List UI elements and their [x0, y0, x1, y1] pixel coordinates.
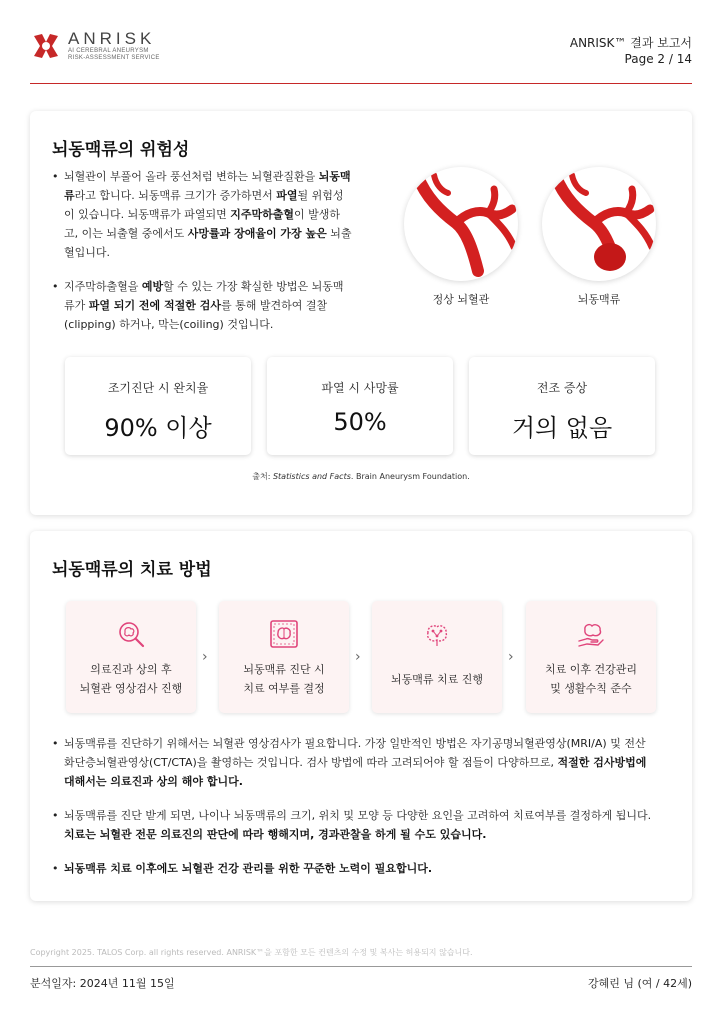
normal-vessel-icon: [404, 167, 518, 281]
risk-bullets: [52, 167, 352, 334]
treatment-bullets: [52, 734, 652, 878]
emphasis: 예방: [141, 280, 164, 293]
brain-search-icon: [116, 619, 146, 649]
source-prefix: 출처:: [252, 472, 273, 481]
copyright-text: Copyright 2025. TALOS Corp. all rights reserved. ANRISK™을 포함한 모든 컨텐츠의 수정 및 복사는 허용되지 않습니다.: [30, 948, 473, 957]
normal-vessel-label: 정상 뇌혈관: [432, 293, 490, 306]
emphasis: 지주막하출혈: [230, 208, 295, 221]
text: 뇌출혈입니다.: [64, 227, 352, 259]
footer-divider: [30, 966, 692, 967]
treatment-bullet-2: [52, 806, 652, 844]
treatment-section-card: [30, 531, 692, 901]
treatment-bullet-3: [52, 859, 652, 878]
emphasis: 사망률과 장애율이 가장 높은: [187, 227, 327, 240]
brain-circuit-icon: [422, 619, 452, 649]
anrisk-logo-icon: [30, 30, 62, 62]
text: 라고 합니다. 뇌동맥류 크기가 증가하면서: [74, 189, 277, 202]
analysis-date: 분석일자: 2024년 11월 15일: [30, 977, 175, 990]
text: 할 수 있는 가장 확실한 방법은 뇌동맥류가: [64, 280, 344, 312]
brain-scan-icon: [269, 619, 299, 649]
treatment-step-2: [219, 601, 349, 713]
step-text: 뇌동맥류 진단 시 치료 여부를 결정: [243, 663, 325, 695]
aneurysm-vessel-icon: [542, 167, 656, 281]
stat-card-mortality: [267, 357, 453, 455]
step-text: 치료 이후 건강관리 및 생활수칙 준수: [544, 663, 637, 695]
logo-subtitle-1: AI CEREBRAL ANEURYSM: [68, 48, 149, 54]
risk-section-card: [30, 111, 692, 515]
stat-card-cure-rate: [65, 357, 251, 455]
logo-subtitle-2: RISK-ASSESSMENT SERVICE: [68, 55, 160, 61]
section-title-treatment: 뇌동맥류의 치료 방법: [52, 560, 212, 580]
emphasis: 파열: [276, 189, 298, 202]
report-title: ANRISK™ 결과 보고서: [569, 36, 692, 50]
treatment-step-1: [66, 601, 196, 713]
emphasis: 적절한 검사방법에 대해서는 의료진과 상의 해야 합니다.: [64, 756, 647, 788]
patient-info: 강혜린 님 (여 / 42세): [587, 977, 692, 990]
emphasis: 치료는 뇌혈관 전문 의료진의 판단에 따라 행해지며, 경과관찰을 하게 될 수도 있습니다.: [64, 828, 487, 841]
text: 될 위험성이 있습니다. 뇌동맥류가 파열되면: [64, 189, 344, 221]
stat-value: 90% 이상: [104, 414, 212, 442]
normal-vessel-image: [404, 167, 518, 281]
stat-label: 조기진단 시 완치율: [107, 381, 209, 395]
brain-care-icon: [576, 619, 606, 649]
treatment-bullet-1: [52, 734, 652, 791]
section-title-risk: 뇌동맥류의 위험성: [52, 140, 190, 160]
chevron-right-icon: ›: [202, 649, 208, 665]
logo-name: ANRISK: [68, 29, 156, 48]
treatment-step-4: [526, 601, 656, 713]
emphasis: 파열 되기 전에 적절한 검사: [88, 299, 221, 312]
chevron-right-icon: ›: [355, 649, 361, 665]
text: 뇌동맥류를 진단하기 위해서는 뇌혈관 영상검사가 필요합니다. 가장 일반적인 방법은 자기공명뇌혈관영상(MRI/A) 및 전산화단층뇌혈관영상(CT/CTA)을 촬영하는 것입니다. 검사 방법에 따라 고려되어야 할 점들이 다양하므로,: [64, 737, 646, 769]
stat-value: 거의 없음: [511, 414, 613, 442]
stat-card-symptoms: [469, 357, 655, 455]
text: 지주막하출혈을: [64, 280, 142, 293]
report-header: [30, 28, 692, 84]
emphasis: 뇌동맥류: [64, 170, 351, 202]
text: 를 통해 발견하여 결찰(clipping) 하거나, 막는(coiling) 것입니다.: [64, 299, 328, 331]
text: 뇌혈관이 부풀어 올라 풍선처럼 변하는 뇌혈관질환을: [64, 170, 319, 183]
page-number: Page 2 / 14: [624, 52, 692, 66]
stat-label: 파열 시 사망률: [321, 381, 399, 395]
emphasis: 뇌동맥류 치료 이후에도 뇌혈관 건강 관리를 위한 꾸준한 노력이 필요합니다.: [64, 862, 433, 875]
aneurysm-vessel-label: 뇌동맥류: [577, 293, 621, 306]
anrisk-logo: [30, 30, 160, 62]
source-citation: [30, 471, 692, 482]
step-text: 뇌동맥류 치료 진행: [390, 672, 483, 686]
text: 뇌동맥류를 진단 받게 되면, 나이나 뇌동맥류의 크기, 위치 및 모양 등 다양한 요인을 고려하여 치료여부를 결정하게 됩니다.: [64, 809, 652, 822]
risk-bullet-2: [52, 277, 352, 334]
text: 이 발생하고, 이는 뇌출혈 중에서도: [64, 208, 341, 240]
stat-value: 50%: [333, 408, 387, 436]
aneurysm-vessel-image: [542, 167, 656, 281]
source-suffix: . Brain Aneurysm Foundation.: [350, 472, 470, 481]
source-title: Statistics and Facts: [272, 472, 351, 481]
risk-bullet-1: [52, 167, 352, 262]
stat-label: 전조 증상: [536, 381, 588, 395]
step-text: 의료진과 상의 후 뇌혈관 영상검사 진행: [79, 663, 183, 695]
treatment-step-3: [372, 601, 502, 713]
chevron-right-icon: ›: [508, 649, 514, 665]
